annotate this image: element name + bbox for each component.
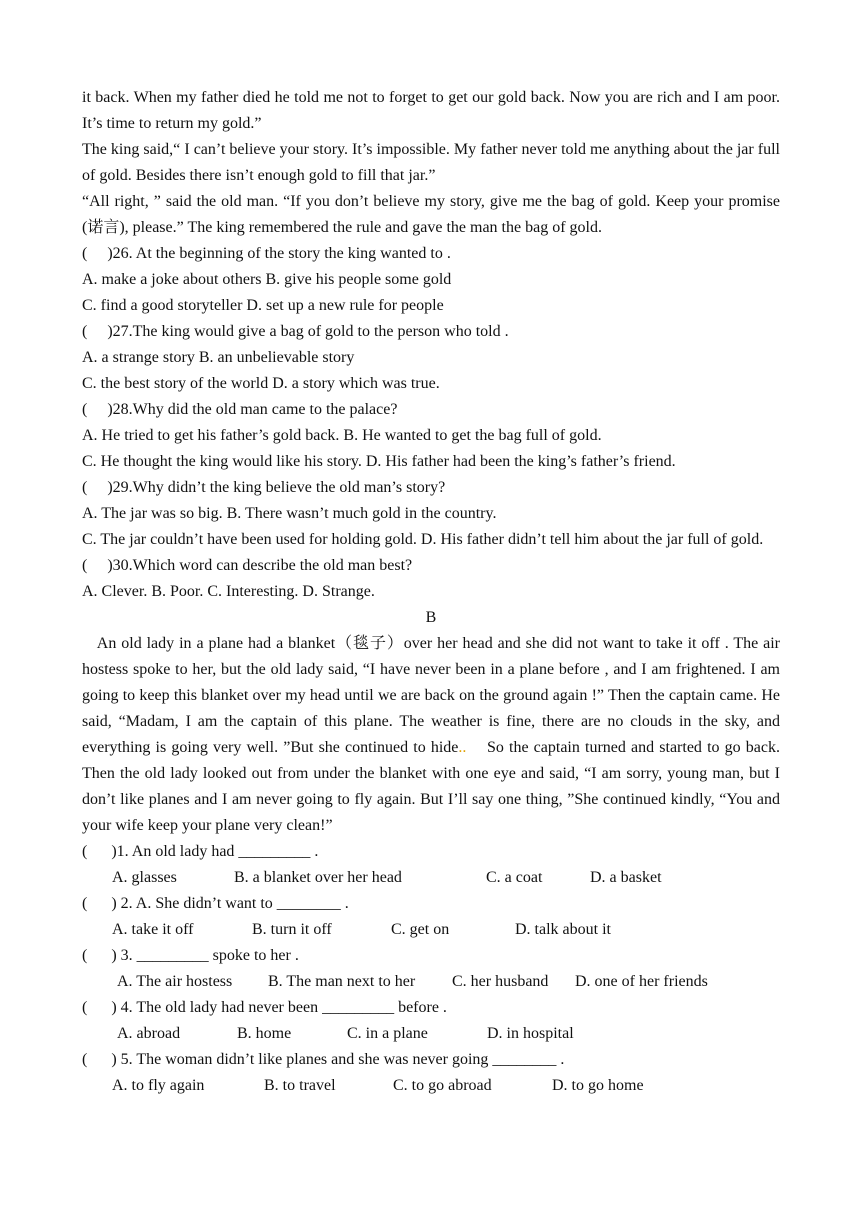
question-stem: ( )29.Why didn’t the king believe the old man’s story? — [82, 479, 446, 496]
option: C. in a plane — [347, 1025, 428, 1042]
question-option: C. the best story of the world D. a story which was true. — [82, 375, 440, 392]
option: D. in hospital — [487, 1025, 574, 1042]
question-stem: ( ) 2. A. She didn’t want to ________ . — [82, 895, 349, 912]
decorative-dots: .. — [458, 739, 467, 756]
question-option: C. He thought the king would like his story. D. His father had been the king’s father’s friend. — [82, 453, 676, 470]
option: C. her husband — [452, 973, 549, 990]
option: A. abroad — [117, 1025, 181, 1042]
options-row — [82, 969, 780, 995]
paragraph: “All right, ” said the old man. “If you don’t believe my story, give me the bag of gold. Keep your promise (诺言), please.” The king remembered the rule and gave the man the bag of gold. — [82, 193, 780, 236]
option: B. a blanket over her head — [234, 869, 402, 886]
options-row — [82, 865, 780, 891]
paragraph: The king said,“ I can’t believe your story. It’s impossible. My father never told me anything about the jar full of gold. Besides there isn’t enough gold to fill that jar.” — [82, 141, 780, 184]
option: B. home — [237, 1025, 292, 1042]
question-stem: ( ) 3. _________ spoke to her . — [82, 947, 299, 964]
option: B. to travel — [264, 1077, 336, 1094]
option: A. glasses — [112, 869, 177, 886]
options-row — [82, 917, 780, 943]
question-option: A. The jar was so big. B. There wasn’t much gold in the country. — [82, 505, 497, 522]
question-stem: ( )30.Which word can describe the old man best? — [82, 557, 413, 574]
question-option: C. The jar couldn’t have been used for holding gold. D. His father didn’t tell him about the jar full of gold. — [82, 531, 764, 548]
question-stem: ( ) 4. The old lady had never been _________ before . — [82, 999, 447, 1016]
question-option: A. a strange story B. an unbelievable story — [82, 349, 355, 366]
option: B. turn it off — [252, 921, 332, 938]
question-stem: ( )28.Why did the old man came to the palace? — [82, 401, 398, 418]
passage-text: An old lady in a plane had a blanket（毯子）over her head and she did not want to take it off . The air hostess spoke to her, but the old lady said, “I have never been in a plane before , and I am frightened. I am going to keep this blanket over my head until we are back on the ground again !” Then the captain came. He said, “Madam, I am the captain of this plane. The weather is fine, there are no clouds in the sky, and everything is going very well. ”But she continued to hide — [82, 635, 784, 756]
passage-paragraph — [82, 631, 784, 839]
question-stem: ( )27.The king would give a bag of gold to the person who told . — [82, 323, 509, 340]
option: C. get on — [391, 921, 450, 938]
option: A. The air hostess — [117, 973, 233, 990]
question-option: A. He tried to get his father’s gold back. B. He wanted to get the bag full of gold. — [82, 427, 602, 444]
question-option: A. Clever. B. Poor. C. Interesting. D. Strange. — [82, 583, 375, 600]
question-stem: ( )1. An old lady had _________ . — [82, 843, 319, 860]
option: A. to fly again — [112, 1077, 205, 1094]
question-stem: ( )26. At the beginning of the story the king wanted to . — [82, 245, 451, 262]
question-stem: ( ) 5. The woman didn’t like planes and she was never going ________ . — [82, 1051, 565, 1068]
section-heading: B — [425, 609, 437, 626]
option: B. The man next to her — [268, 973, 416, 990]
passage-text: So the captain turned and started to go back. Then the old lady looked out from under the blanket with one eye and said, “I am sorry, young man, but I don’t like planes and I am never going to fly again. But I’ll say one thing, ”She continued kindly, “You and your wife keep your plane very clean!” — [82, 739, 784, 834]
options-row — [82, 1073, 780, 1099]
option: D. to go home — [552, 1077, 644, 1094]
question-option: C. find a good storyteller D. set up a new rule for people — [82, 297, 444, 314]
question-option: A. make a joke about others B. give his people some gold — [82, 271, 452, 288]
option: A. take it off — [112, 921, 194, 938]
option: C. a coat — [486, 869, 543, 886]
options-row — [82, 1021, 780, 1047]
option: C. to go abroad — [393, 1077, 492, 1094]
document-page — [82, 85, 784, 1099]
paragraph: it back. When my father died he told me not to forget to get our gold back. Now you are rich and I am poor. It’s time to return my gold.” — [82, 89, 780, 132]
option: D. talk about it — [515, 921, 611, 938]
option: D. one of her friends — [575, 973, 708, 990]
option: D. a basket — [590, 869, 662, 886]
